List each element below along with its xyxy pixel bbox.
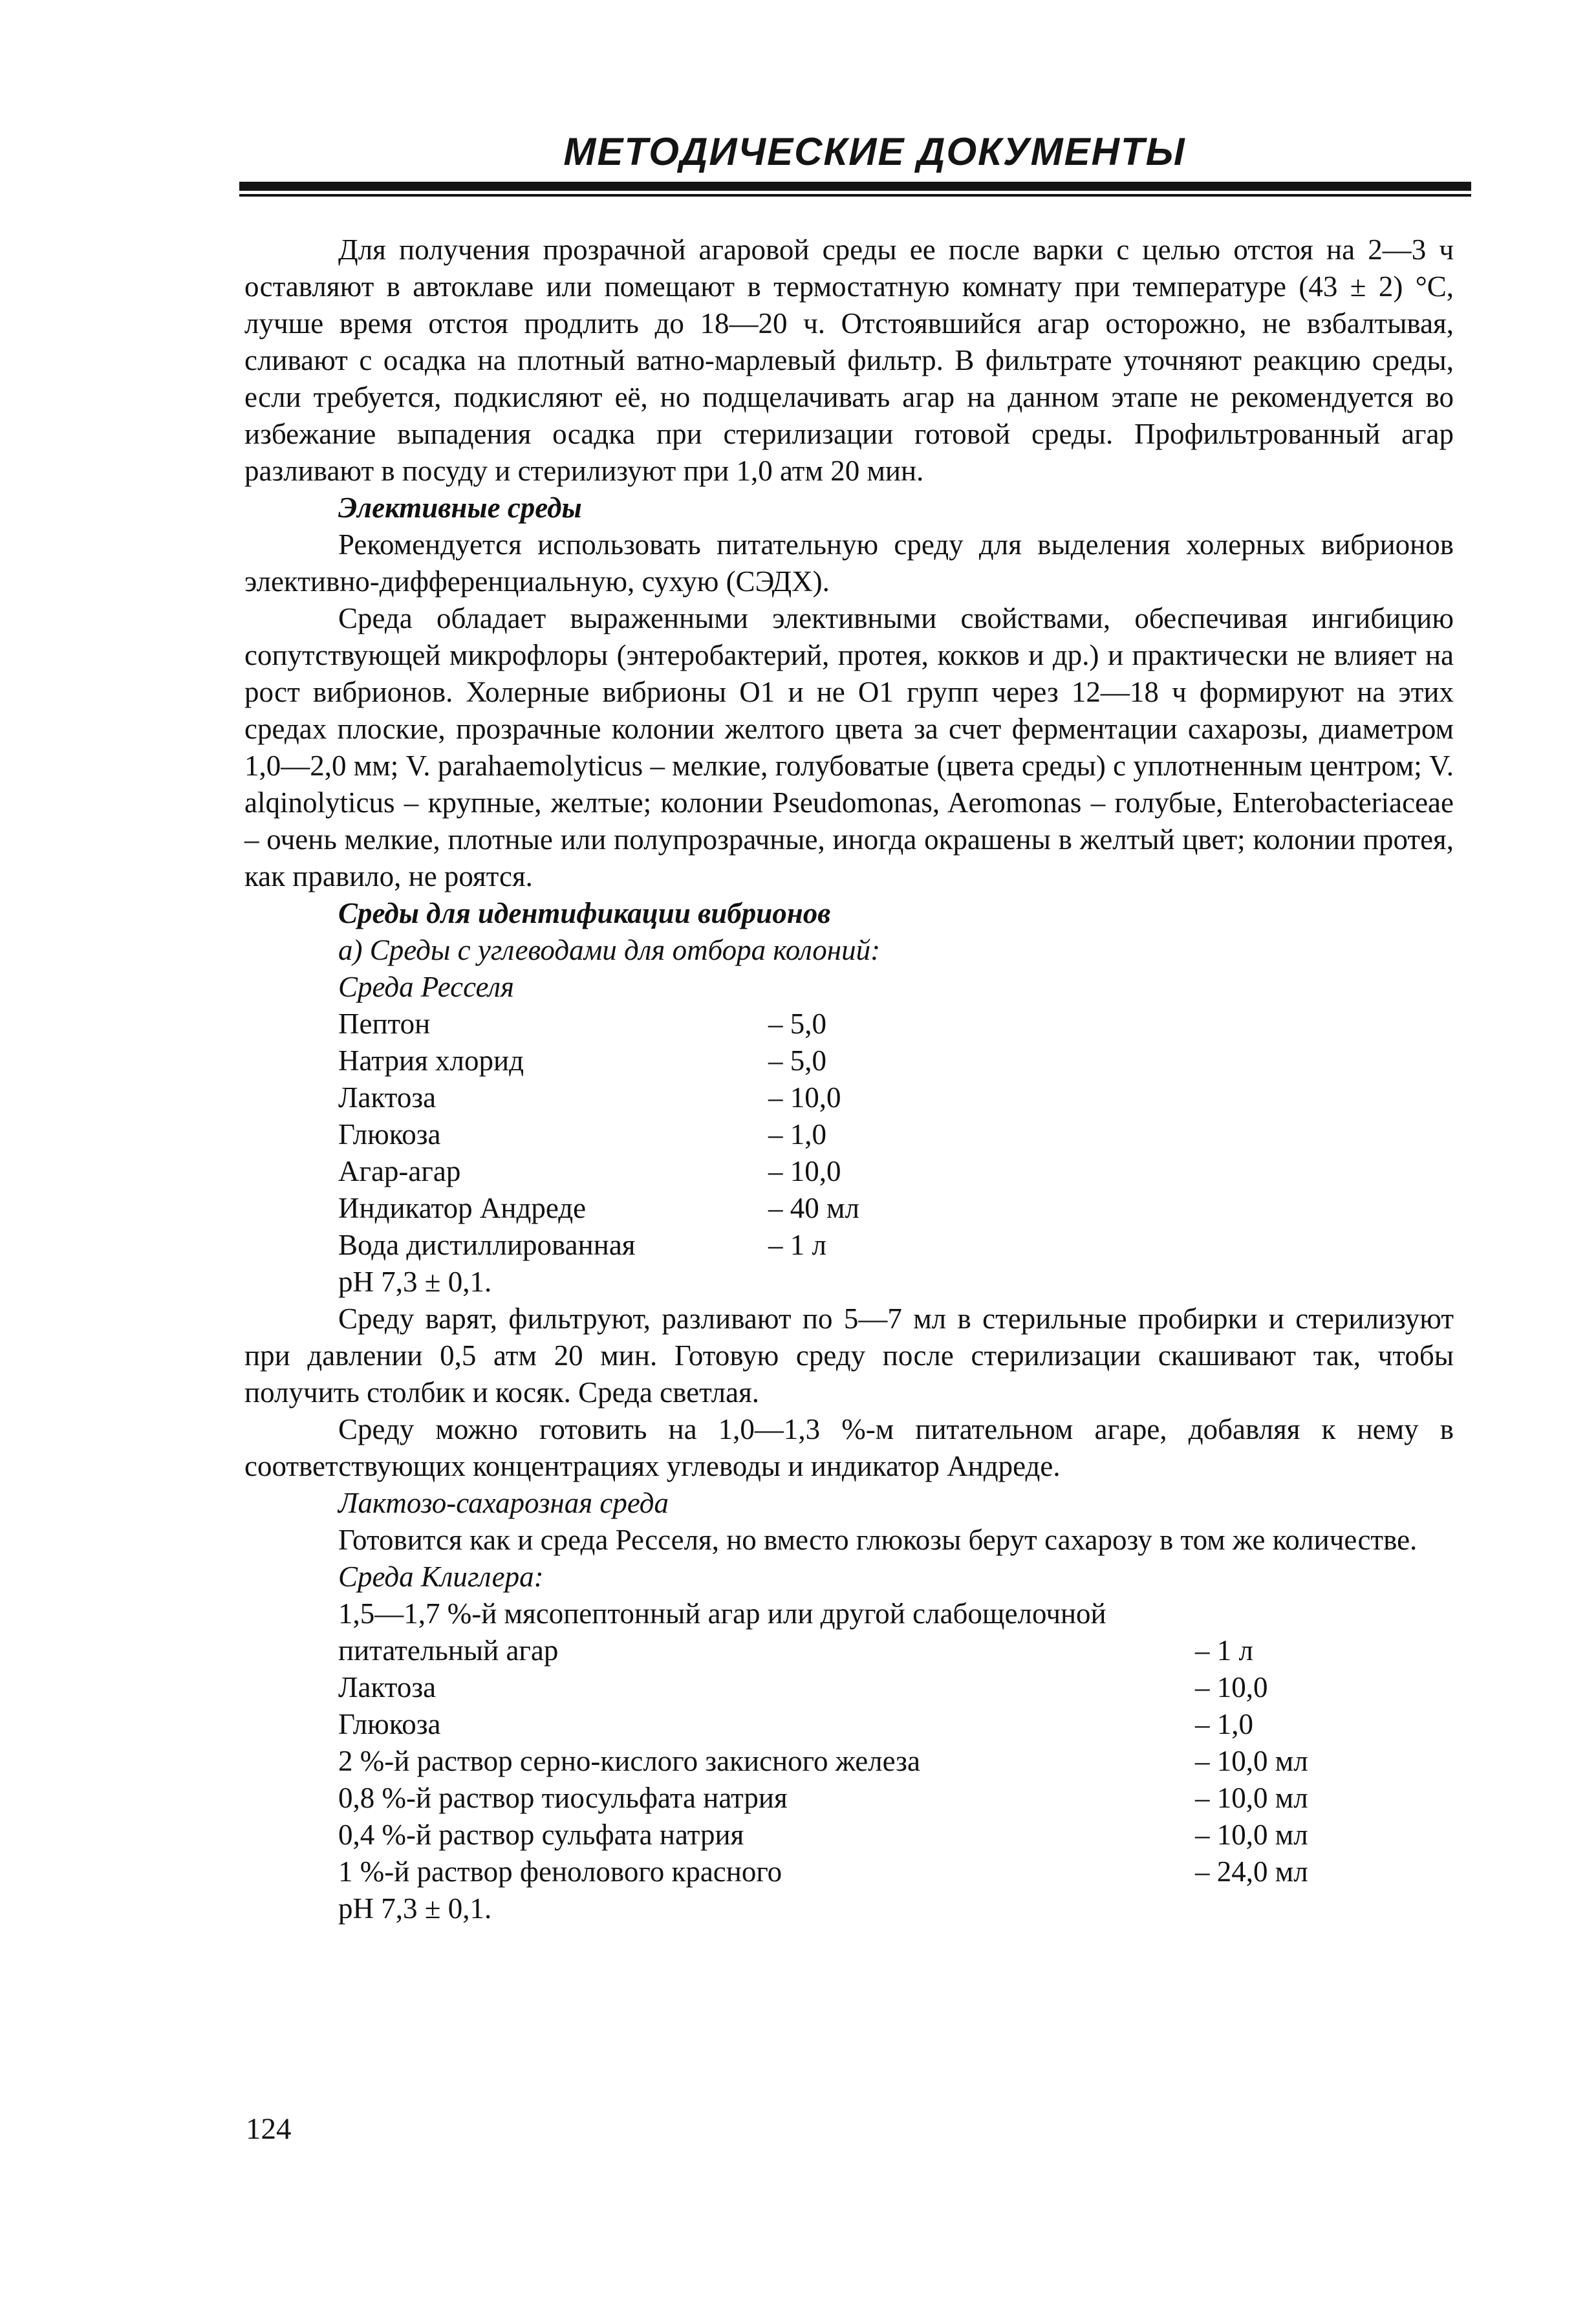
ingredient-amount: – 10,0	[1195, 1671, 1268, 1703]
header-rule	[239, 182, 1471, 194]
recipe-row	[338, 1116, 1454, 1153]
ingredient-name: 1 %-й раствор фенолового красного	[338, 1855, 782, 1888]
ingredient-amount: – 1,0	[1195, 1708, 1253, 1740]
ingredient-amount: – 40 мл	[768, 1192, 859, 1224]
ingredient-name: 0,4 %-й раствор сульфата натрия	[338, 1819, 744, 1851]
ingredient-name: Лактоза	[338, 1081, 437, 1114]
header-title: МЕТОДИЧЕСКИЕ ДОКУМЕНТЫ	[563, 130, 1186, 173]
recipe-row	[338, 1079, 1454, 1116]
ingredient-name: Натрия хлорид	[338, 1044, 524, 1077]
ingredient-name: Глюкоза	[338, 1118, 441, 1151]
paragraph-lactose-sucrose: Готовится как и среда Ресселя, но вместо глюкозы берут сахарозу в том же количестве.	[338, 1524, 1418, 1556]
heading-elective-media: Элективные среды	[338, 492, 582, 524]
ph-ressel: pH 7,3 ± 0,1.	[338, 1266, 492, 1298]
paragraph-sedh: Рекомендуется использовать питательную среду для выделения холерных вибрионов элективно-дифференциальную, сухую (СЭДХ).	[244, 528, 1454, 598]
paragraph-preparation: Среду варят, фильтруют, разливают по 5—7 мл в стерильные пробирки и стерилизуют при давлении 0,5 атм 20 мин. Готовую среду после стерилизации скашивают так, чтобы получить столбик и косяк. Среда светлая.	[244, 1302, 1454, 1409]
ingredient-amount: – 10,0	[768, 1155, 841, 1187]
ingredient-name: 0,8 %-й раствор тиосульфата натрия	[338, 1782, 788, 1814]
recipe-row	[338, 1043, 1454, 1079]
recipe-row	[338, 1669, 1454, 1706]
ingredient-name: Пептон	[338, 1008, 431, 1040]
kligler-recipe	[244, 1632, 1454, 1890]
heading-kligler-medium: Среда Клиглера:	[338, 1561, 544, 1593]
ingredient-amount: – 1,0	[768, 1118, 826, 1151]
ingredient-amount: – 10,0	[768, 1081, 841, 1114]
ingredient-name: Вода дистиллированная	[338, 1229, 636, 1261]
recipe-row	[338, 1006, 1454, 1043]
ingredient-name: Индикатор Андреде	[338, 1192, 587, 1224]
page-number: 124	[246, 2112, 292, 2146]
heading-carbohydrate-media: а) Среды с углеводами для отбора колоний:	[338, 934, 881, 966]
recipe-row	[338, 1632, 1454, 1669]
heading-lactose-sucrose-medium: Лактозо-сахарозная среда	[338, 1487, 669, 1519]
ingredient-name: Агар-агар	[338, 1155, 461, 1187]
ingredient-amount: – 5,0	[768, 1008, 826, 1040]
paragraph-alternative: Среду можно готовить на 1,0—1,3 %-м питательном агаре, добавляя к нему в соответствующих концентрациях углеводы и индикатор Андреде.	[244, 1413, 1454, 1482]
recipe-row	[338, 1190, 1454, 1227]
ingredient-name: Лактоза	[338, 1671, 437, 1703]
recipe-row	[338, 1743, 1454, 1780]
ingredient-amount: – 10,0 мл	[1195, 1782, 1308, 1814]
ingredient-amount: – 1 л	[768, 1229, 826, 1261]
ingredient-amount: – 24,0 мл	[1195, 1855, 1308, 1888]
ingredient-amount: – 1 л	[1195, 1634, 1253, 1667]
heading-identification-media: Среды для идентификации вибрионов	[338, 897, 831, 929]
recipe-row	[338, 1153, 1454, 1190]
ingredient-amount: – 10,0 мл	[1195, 1745, 1308, 1777]
recipe-row	[338, 1227, 1454, 1264]
ingredient-amount: – 10,0 мл	[1195, 1819, 1308, 1851]
page-header	[239, 126, 1471, 194]
ingredient-name: питательный агар	[338, 1634, 559, 1667]
ingredient-amount: – 5,0	[768, 1044, 826, 1077]
page-body	[244, 232, 1454, 1927]
kligler-intro: 1,5—1,7 %-й мясопептонный агар или другой слабощелочной	[338, 1597, 1106, 1630]
ph-kligler: pH 7,3 ± 0,1.	[338, 1892, 492, 1925]
paragraph-elective-properties: Среда обладает выраженными элективными свойствами, обеспечивая ингибицию сопутствующей микрофлоры (энтеробактерий, протея, кокков и др.) и практически не влияет на рост вибрионов. Холерные вибрионы О1 и не О1 групп через 12—18 ч формируют на этих средах плоские, прозрачные колонии желтого цвета за счет ферментации сахарозы, диаметром 1,0—2,0 мм; V. parahaemolyticus – мелкие, голубоватые (цвета среды) с уплотненным центром; V. alqinolyticus – крупные, желтые; колонии Pseudomonas, Aeromonas – голубые, Enterobacteriaceae – очень мелкие, плотные или полупрозрачные, иногда окрашены в желтый цвет; колонии протея, как правило, не роятся.	[244, 602, 1454, 892]
recipe-row	[338, 1780, 1454, 1817]
ingredient-name: Глюкоза	[338, 1708, 441, 1740]
paragraph-settling: Для получения прозрачной агаровой среды ее после варки с целью отстоя на 2—3 ч оставляют в автоклаве или помещают в термостатную комнату при температуре (43 ± 2) °С, лучше время отстоя продлить до 18—20 ч. Отстоявшийся агар осторожно, не взбалтывая, сливают с осадка на плотный ватно-марлевый фильтр. В фильтрате уточняют реакцию среды, если требуется, подкисляют её, но подщелачивать агар на данном этапе не рекомендуется во избежание выпадения осадка при стерилизации готовой среды. Профильтрованный агар разливают в посуду и стерилизуют при 1,0 атм 20 мин.	[244, 233, 1454, 487]
ingredient-name: 2 %-й раствор серно-кислого закисного железа	[338, 1745, 920, 1777]
heading-ressel-medium: Среда Ресселя	[338, 971, 514, 1003]
recipe-row	[338, 1817, 1454, 1853]
recipe-row	[338, 1853, 1454, 1890]
ressel-recipe	[244, 1006, 1454, 1264]
recipe-row	[338, 1706, 1454, 1743]
